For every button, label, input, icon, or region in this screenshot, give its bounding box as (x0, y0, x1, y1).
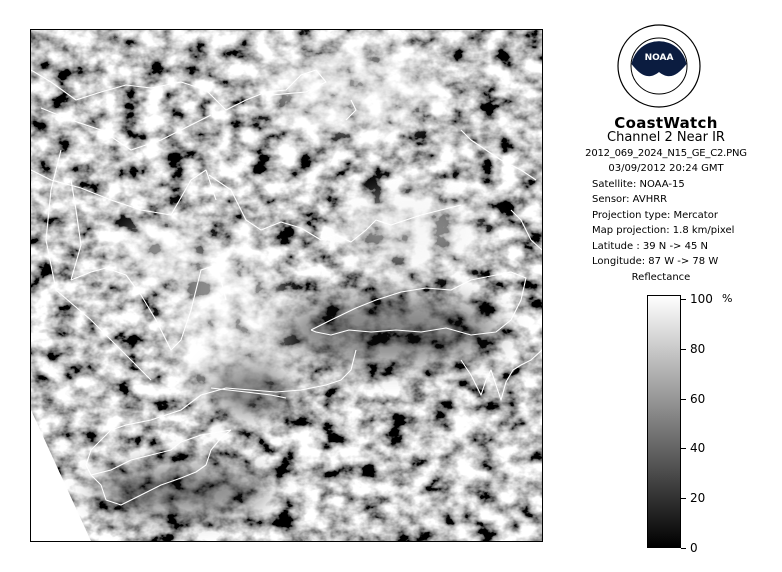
scale-title: Reflectance (631, 272, 691, 283)
scale-tick (681, 548, 686, 549)
longitude-info: Longitude: 87 W -> 78 W (592, 255, 719, 267)
scale-tick (681, 299, 686, 300)
projection-type-info: Projection type: Mercator (592, 209, 718, 221)
scale-tick-label: 100 (690, 292, 713, 306)
satellite-info: Satellite: NOAA-15 (592, 179, 685, 190)
metadata-list (592, 177, 734, 269)
scale-tick (681, 498, 686, 499)
satellite-imagery (31, 30, 542, 541)
scale-unit: % (722, 292, 733, 305)
scale-tick-label: 0 (690, 541, 698, 555)
scale-tick-label: 80 (690, 342, 706, 356)
image-datetime: 03/09/2012 20:24 GMT (608, 163, 724, 174)
map-projection-info: Map projection: 1.8 km/pixel (592, 225, 735, 237)
scale-tick-label: 40 (690, 441, 706, 455)
scale-tick-label: 60 (690, 392, 706, 406)
image-filename: 2012_069_2024_N15_GE_C2.PNG (585, 148, 747, 159)
scale-tick (681, 448, 686, 449)
scale-tick-label: 20 (690, 491, 706, 505)
app-title: CoastWatch (614, 114, 718, 132)
logo-text: NOAA (644, 53, 674, 63)
latitude-info: Latitude : 39 N -> 45 N (592, 240, 708, 252)
scale-tick (681, 349, 686, 350)
sensor-info: Sensor: AVHRR (592, 194, 668, 206)
channel-subtitle: Channel 2 Near IR (607, 130, 725, 145)
scale-tick (681, 399, 686, 400)
satellite-image (30, 29, 543, 542)
reflectance-scale-bar (647, 295, 681, 548)
noaa-logo (617, 24, 701, 108)
